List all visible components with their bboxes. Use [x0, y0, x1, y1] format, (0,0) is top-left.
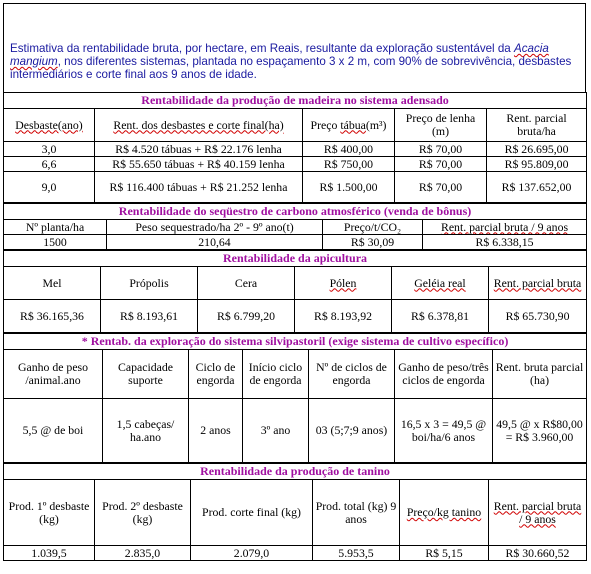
- apicultura-header-polen: Pólen: [295, 267, 392, 300]
- tanino-header-rent: Rent. parcial bruta / 9 anos: [489, 480, 587, 546]
- table-cell: 3,0: [4, 142, 95, 157]
- table-cell: R$ 70,00: [395, 172, 487, 203]
- madeira-header-rent-desbastes: Rent. dos desbastes e corte final(ha): [95, 109, 303, 142]
- madeira-header-desbaste: Desbaste(ano): [4, 109, 95, 142]
- table-cell: R$ 1.500,00: [303, 172, 395, 203]
- table-cell: R$ 6.338,15: [423, 235, 587, 250]
- apicultura-header-mel: Mel: [4, 267, 101, 300]
- table-cell: R$ 70,00: [395, 157, 487, 172]
- carbono-header-peso: Peso sequestrado/ha 2º - 9º ano(t): [107, 220, 323, 235]
- table-row: [4, 172, 587, 203]
- table-cell: 3º ano: [243, 399, 309, 463]
- table-cell: R$ 30,09: [323, 235, 423, 250]
- silvipastoril-section-title: * Rentab. da exploração do sistema silvipastoril (exige sistema de cultivo específico): [4, 334, 587, 350]
- apicultura-header-cera: Cera: [198, 267, 295, 300]
- tanino-header-corte: Prod. corte final (kg): [191, 480, 313, 546]
- carbono-header-rent: Rent. parcial bruta / 9 anos: [423, 220, 587, 235]
- intro-paragraph: [3, 3, 586, 92]
- silvi-header-ciclo: Ciclo de engorda: [189, 350, 243, 399]
- apicultura-header-geleia: Geléia real: [392, 267, 489, 300]
- table-cell: 210,64: [107, 235, 323, 250]
- tanino-header-prod2: Prod. 2º desbaste (kg): [95, 480, 191, 546]
- table-row: [4, 142, 587, 157]
- table-cell: 5.953,5: [313, 546, 400, 561]
- madeira-header-rent-parcial: Rent. parcial bruta/ha: [487, 109, 587, 142]
- apicultura-section-title: Rentabilidade da apicultura: [4, 251, 587, 267]
- tanino-table: [3, 463, 587, 561]
- apicultura-header-rent: Rent. parcial bruta: [489, 267, 587, 300]
- table-cell: R$ 55.650 tábuas + R$ 40.159 lenha: [95, 157, 303, 172]
- madeira-header-preco-lenha: Preço de lenha (m): [395, 109, 487, 142]
- apicultura-header-propolis: Própolis: [101, 267, 198, 300]
- intro-text-part2: , nos diferentes sistemas, plantada no espaçamento 3 x 2 m, com 90% de sobrevivência, desbastes intermediários e corte final aos 9 anos de idade.: [10, 55, 572, 81]
- carbono-header-plantas: Nº planta/ha: [4, 220, 107, 235]
- intro-text-part1: Estimativa da rentabilidade bruta, por hectare, em Reais, resultante da exploração sustentável da: [10, 42, 514, 55]
- table-cell: 2 anos: [189, 399, 243, 463]
- madeira-header-preco-tabua: Preço tábua(m³): [303, 109, 395, 142]
- table-cell: R$ 70,00: [395, 142, 487, 157]
- table-row: [4, 157, 587, 172]
- table-cell: R$ 8.193,61: [101, 300, 198, 333]
- carbono-section-title: Rentabilidade do seqüestro de carbono atmosférico (venda de bônus): [4, 204, 587, 220]
- table-row: [4, 300, 587, 333]
- table-cell: R$ 750,00: [303, 157, 395, 172]
- table-cell: R$ 4.520 tábuas + R$ 22.176 lenha: [95, 142, 303, 157]
- table-cell: 1500: [4, 235, 107, 250]
- table-cell: R$ 5,15: [400, 546, 489, 561]
- silvi-header-inicio: Início ciclo de engorda: [243, 350, 309, 399]
- table-cell: 6,6: [4, 157, 95, 172]
- table-cell: R$ 400,00: [303, 142, 395, 157]
- table-cell: 9,0: [4, 172, 95, 203]
- table-row: [4, 235, 587, 250]
- table-cell: 1,5 cabeças/ ha.ano: [103, 399, 189, 463]
- madeira-section-title: Rentabilidade da produção de madeira no sistema adensado: [4, 93, 587, 109]
- tanino-header-preco: Preço/kg tanino: [400, 480, 489, 546]
- table-cell: 16,5 x 3 = 49,5 @ boi/ha/6 anos: [395, 399, 493, 463]
- species-name: Acacia mangium: [10, 42, 549, 68]
- silvi-header-num-ciclos: Nº de ciclos de engorda: [309, 350, 395, 399]
- table-row: [4, 399, 587, 463]
- table-cell: 49,5 @ x R$80,00 = R$ 3.960,00: [493, 399, 587, 463]
- table-cell: R$ 116.400 tábuas + R$ 21.252 lenha: [95, 172, 303, 203]
- table-cell: R$ 6.799,20: [198, 300, 295, 333]
- silvi-header-ganho: Ganho de peso /animal.ano: [4, 350, 103, 399]
- table-cell: 2.079,0: [191, 546, 313, 561]
- silvipastoril-table: [3, 333, 587, 463]
- tanino-header-prod1: Prod. 1º desbaste (kg): [4, 480, 95, 546]
- table-cell: R$ 95.809,00: [487, 157, 587, 172]
- table-cell: R$ 36.165,36: [4, 300, 101, 333]
- apicultura-table: [3, 250, 587, 333]
- carbono-header-preco: Preço/t/CO₂: [323, 220, 423, 235]
- silvi-header-rent: Rent. bruta parcial (ha): [493, 350, 587, 399]
- carbono-table: [3, 203, 587, 250]
- table-cell: 1.039,5: [4, 546, 95, 561]
- table-cell: 5,5 @ de boi: [4, 399, 103, 463]
- table-cell: 03 (5;7;9 anos): [309, 399, 395, 463]
- table-cell: R$ 26.695,00: [487, 142, 587, 157]
- table-cell: R$ 65.730,90: [489, 300, 587, 333]
- silvi-header-ganho-ciclos: Ganho de peso/três ciclos de engorda: [395, 350, 493, 399]
- tanino-section-title: Rentabilidade da produção de tanino: [4, 464, 587, 480]
- table-cell: R$ 6.378,81: [392, 300, 489, 333]
- table-cell: R$ 30.660,52: [489, 546, 587, 561]
- madeira-table: [3, 92, 587, 203]
- table-cell: 2.835,0: [95, 546, 191, 561]
- table-cell: R$ 8.193,92: [295, 300, 392, 333]
- silvi-header-capacidade: Capacidade suporte: [103, 350, 189, 399]
- table-row: [4, 546, 587, 561]
- table-cell: R$ 137.652,00: [487, 172, 587, 203]
- tanino-header-total: Prod. total (kg) 9 anos: [313, 480, 400, 546]
- document-page: [3, 3, 586, 561]
